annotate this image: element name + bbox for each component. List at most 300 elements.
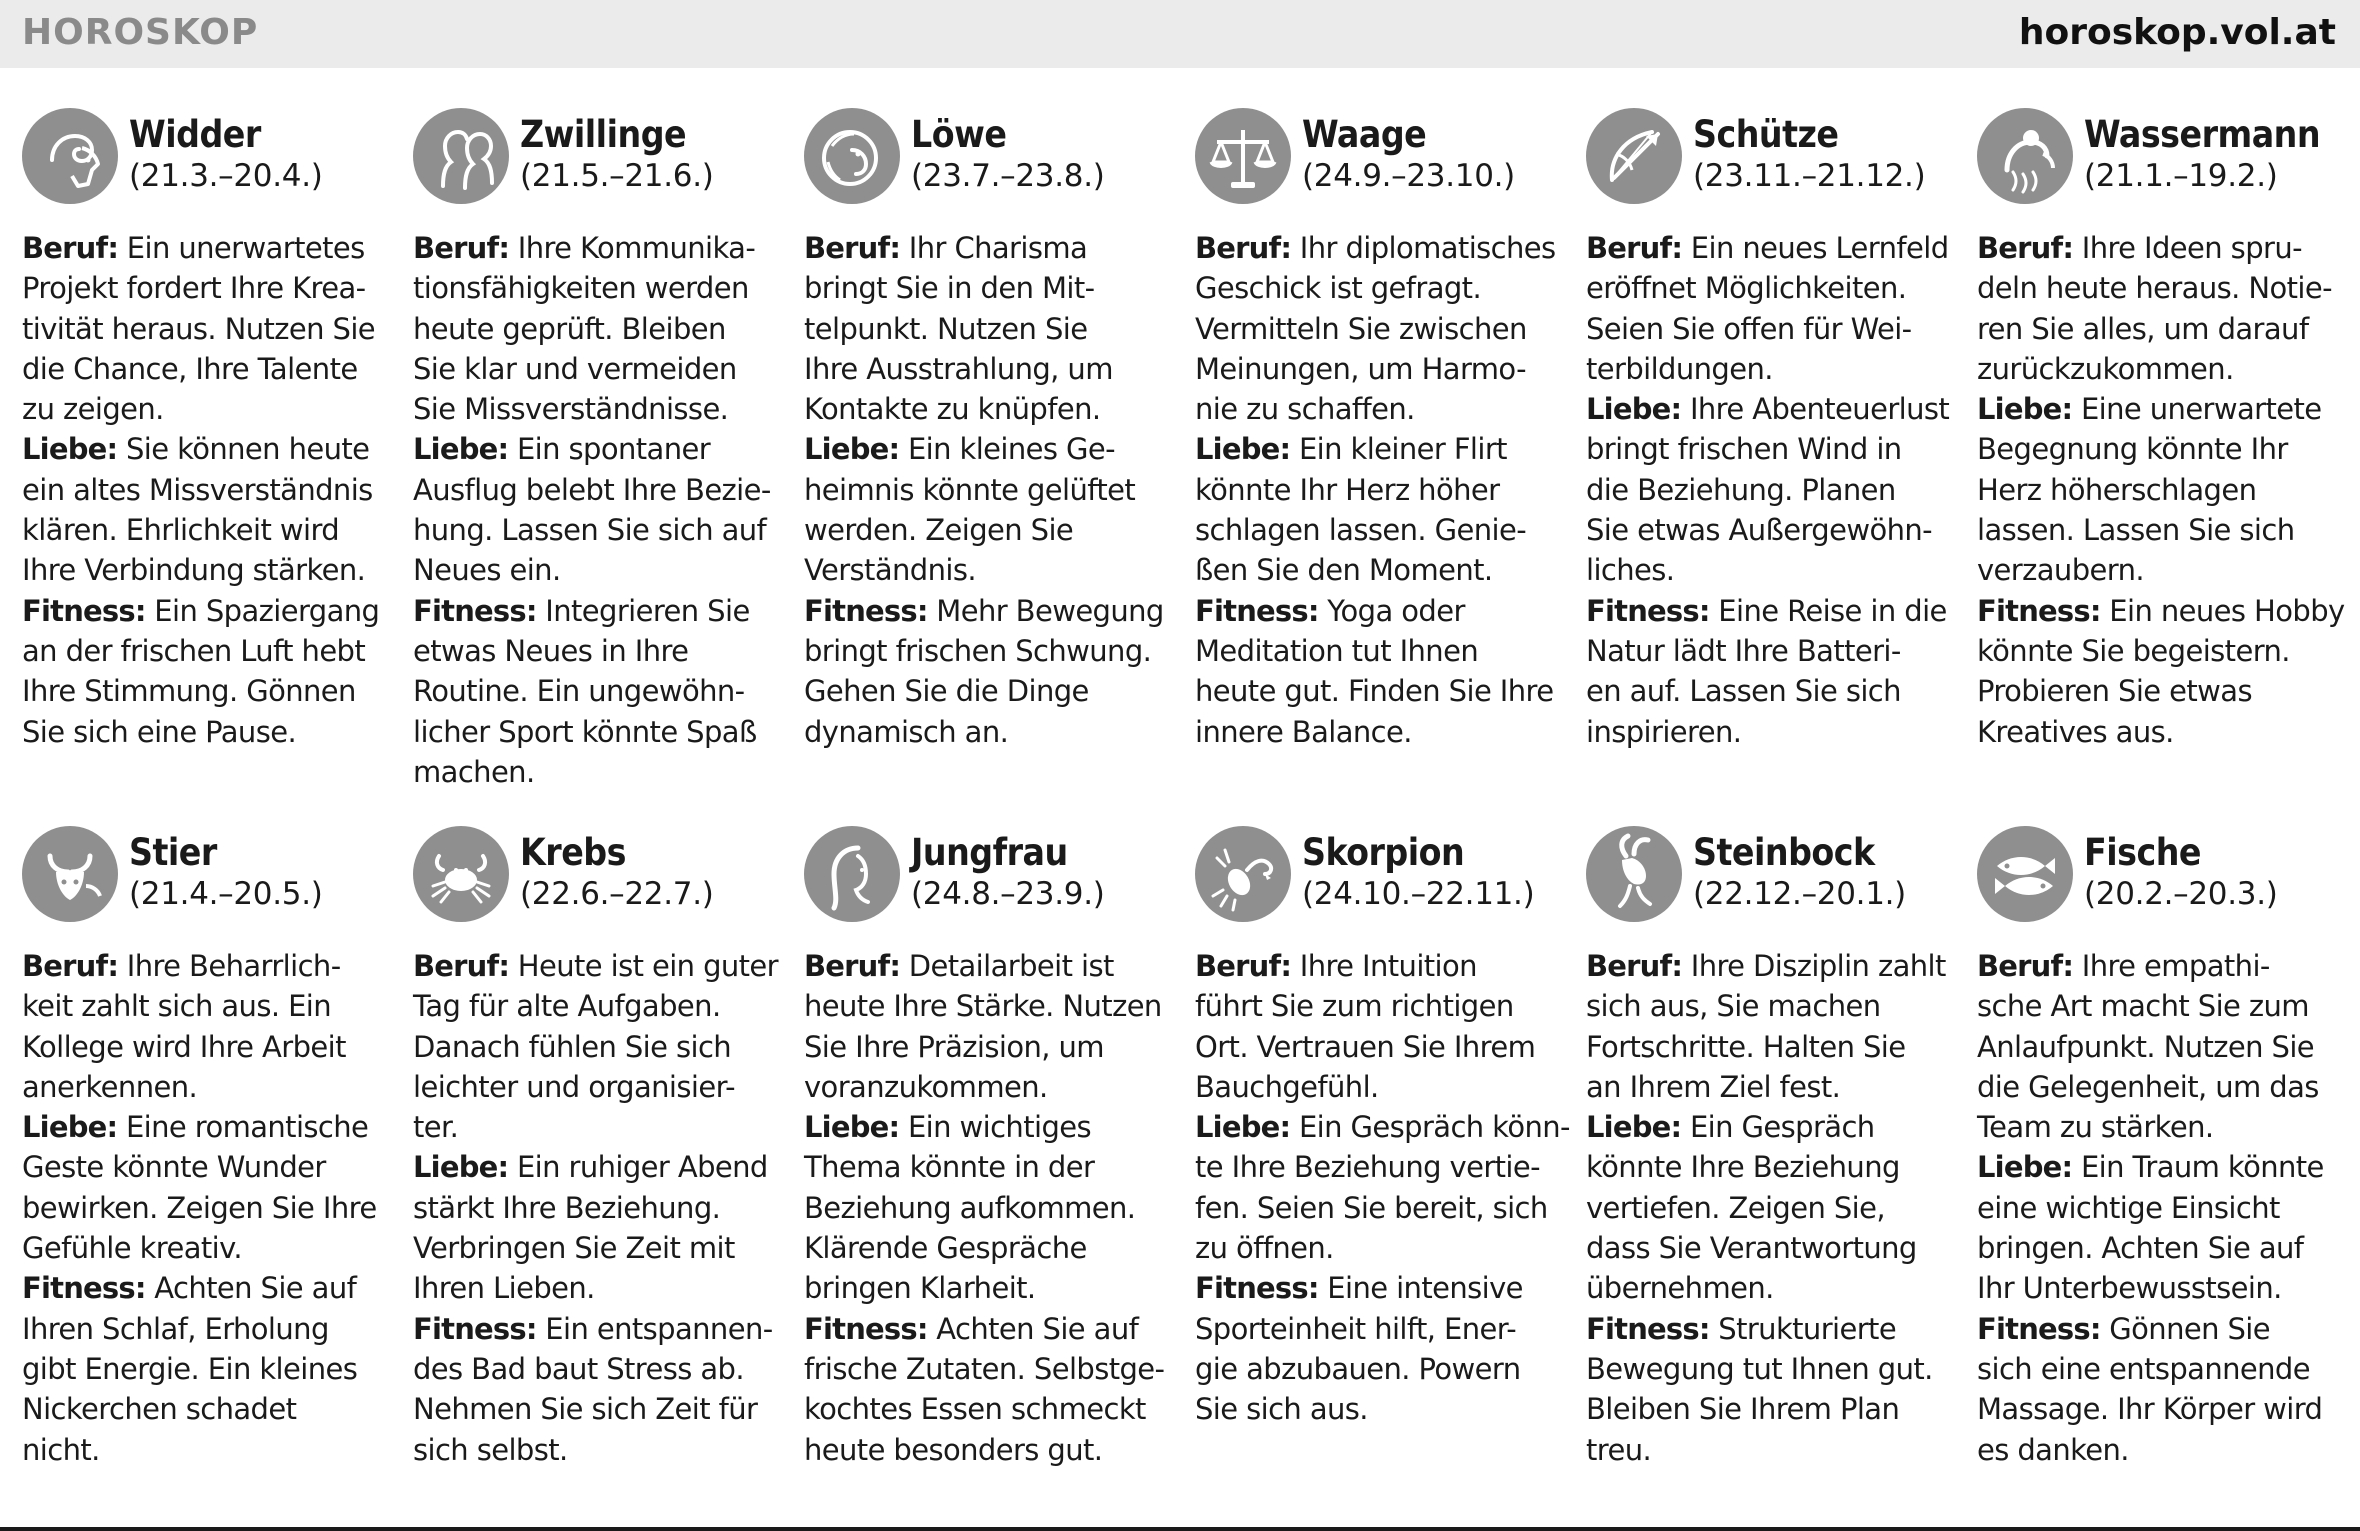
fitness-text: Ein entspannen- (545, 1311, 773, 1346)
fitness-line (22, 712, 400, 752)
beruf-line (1195, 389, 1573, 429)
sign-titles (129, 114, 323, 196)
fitness-text: nicht. (22, 1432, 100, 1467)
sign-header (22, 826, 400, 932)
fitness-label: Fitness: (804, 1311, 928, 1346)
liebe-text: Gefühle kreativ. (22, 1231, 243, 1266)
sign-body (1586, 946, 1964, 1470)
liebe-line (804, 429, 1182, 469)
beruf-text: an Ihrem Ziel fest. (1586, 1069, 1841, 1104)
fitness-text: Gehen Sie die Dinge (804, 674, 1089, 709)
sign-titles (911, 114, 1105, 196)
fitness-text: es danken. (1977, 1432, 2129, 1467)
fitness-text: Gönnen Sie (2109, 1311, 2271, 1346)
beruf-text: Vermitteln Sie zwischen (1195, 311, 1527, 346)
sign-dates: (24.9.–23.10.) (1302, 158, 1515, 194)
beruf-text: Team zu stärken. (1977, 1110, 2214, 1145)
fitness-line (1586, 1430, 1964, 1470)
liebe-line (804, 510, 1182, 550)
sign-header (1977, 826, 2355, 932)
liebe-line (1977, 550, 2355, 590)
beruf-text: Sie klar und vermeiden (413, 351, 737, 386)
beruf-label: Beruf: (1977, 231, 2074, 265)
beruf-line (804, 389, 1182, 429)
liebe-label: Liebe: (22, 432, 118, 467)
liebe-line (1586, 429, 1964, 469)
sign-card (1195, 826, 1573, 1526)
beruf-line (1586, 946, 1964, 986)
fitness-text: frische Zutaten. Selbstge- (804, 1351, 1165, 1386)
beruf-text: Kontakte zu knüpfen. (804, 392, 1101, 427)
fitness-line (804, 591, 1182, 631)
scorpion-icon (1195, 826, 1291, 922)
sign-dates: (24.8.–23.9.) (911, 876, 1105, 912)
liebe-line (804, 1188, 1182, 1228)
fitness-text: etwas Neues in Ihre (413, 633, 689, 668)
beruf-text: Ein neues Lernfeld (1690, 231, 1949, 265)
liebe-text: zu öffnen. (1195, 1231, 1334, 1266)
beruf-label: Beruf: (1195, 949, 1292, 983)
beruf-label: Beruf: (1586, 949, 1683, 983)
beruf-line (1977, 1067, 2355, 1107)
beruf-text: die Chance, Ihre Talente (22, 351, 358, 386)
fitness-label: Fitness: (804, 593, 928, 628)
fitness-line (413, 712, 791, 752)
liebe-line (1977, 389, 2355, 429)
beruf-line (22, 268, 400, 308)
liebe-line (1195, 429, 1573, 469)
liebe-line (22, 1188, 400, 1228)
fitness-line (22, 1389, 400, 1429)
fitness-line (413, 1309, 791, 1349)
liebe-text: werden. Zeigen Sie (804, 513, 1074, 548)
sign-body (1195, 946, 1573, 1430)
site-url[interactable]: horoskop.vol.at (2018, 12, 2336, 53)
fitness-line (413, 752, 791, 792)
fitness-line (1586, 712, 1964, 752)
fitness-text: gibt Energie. Ein kleines (22, 1351, 358, 1386)
liebe-text: Ein spontaner (516, 432, 711, 467)
liebe-text: eine wichtige Einsicht (1977, 1190, 2280, 1225)
beruf-line (1977, 268, 2355, 308)
liebe-text: schlagen lassen. Genie- (1195, 513, 1527, 548)
liebe-line (1195, 1188, 1573, 1228)
beruf-text: bringt Sie in den Mit- (804, 271, 1095, 306)
beruf-text: zu zeigen. (22, 392, 164, 427)
fitness-text: gie abzubauen. Powern (1195, 1351, 1521, 1386)
liebe-line (804, 470, 1182, 510)
beruf-text: Meinungen, um Harmo- (1195, 351, 1526, 386)
beruf-line (22, 349, 400, 389)
beruf-text: Ihre Ideen spru- (2081, 231, 2302, 265)
liebe-line (1586, 1147, 1964, 1187)
beruf-line (804, 986, 1182, 1026)
fitness-line (1977, 631, 2355, 671)
page-title: HOROSKOP (22, 12, 259, 53)
sign-name: Schütze (1693, 113, 1839, 156)
liebe-line (1195, 470, 1573, 510)
sign-card (1977, 826, 2355, 1526)
sign-body (1977, 228, 2355, 752)
sign-dates: (22.12.–20.1.) (1693, 876, 1906, 912)
beruf-text: ren Sie alles, um darauf (1977, 311, 2309, 346)
fitness-line (804, 671, 1182, 711)
water-bearer-icon (1977, 108, 2073, 204)
sign-card (413, 826, 791, 1526)
sign-dates: (21.3.–20.4.) (129, 158, 323, 194)
sign-card (1586, 826, 1964, 1526)
liebe-label: Liebe: (1195, 1110, 1291, 1145)
sign-dates: (24.10.–22.11.) (1302, 876, 1535, 912)
beruf-line (804, 1067, 1182, 1107)
beruf-line (1977, 309, 2355, 349)
liebe-line (413, 470, 791, 510)
fitness-line (1586, 671, 1964, 711)
beruf-line (413, 309, 791, 349)
beruf-line (413, 228, 791, 268)
beruf-text: Tag für alte Aufgaben. (413, 989, 721, 1024)
fitness-text: Sie sich eine Pause. (22, 714, 297, 749)
liebe-text: Ein Gespräch (1689, 1110, 1875, 1145)
beruf-text: Fortschritte. Halten Sie (1586, 1029, 1906, 1064)
beruf-line (804, 228, 1182, 268)
liebe-line (1586, 1188, 1964, 1228)
fitness-text: Meditation tut Ihnen (1195, 633, 1479, 668)
fitness-line (1977, 1309, 2355, 1349)
sign-titles (911, 832, 1105, 914)
fitness-text: Strukturierte (1718, 1311, 1897, 1346)
fitness-text: Probieren Sie etwas (1977, 674, 2252, 709)
sign-name: Löwe (911, 113, 1007, 156)
beruf-label: Beruf: (804, 231, 901, 265)
sign-header (413, 108, 791, 214)
liebe-line (22, 550, 400, 590)
fitness-line (413, 1389, 791, 1429)
liebe-text: Verbringen Sie Zeit mit (413, 1231, 735, 1266)
fitness-line (1586, 1389, 1964, 1429)
beruf-line (1977, 946, 2355, 986)
liebe-text: Ihr Unterbewusstsein. (1977, 1271, 2282, 1306)
fitness-text: bringt frischen Schwung. (804, 633, 1152, 668)
liebe-line (1977, 429, 2355, 469)
beruf-text: telpunkt. Nutzen Sie (804, 311, 1088, 346)
fitness-text: Kreatives aus. (1977, 714, 2174, 749)
beruf-text: sche Art macht Sie zum (1977, 989, 2309, 1024)
sign-card (1977, 108, 2355, 826)
sign-name: Waage (1302, 113, 1427, 156)
liebe-text: Eine unerwartete (2080, 392, 2322, 427)
fitness-text: inspirieren. (1586, 714, 1742, 749)
liebe-line (1586, 1268, 1964, 1308)
liebe-line (1195, 1107, 1573, 1147)
liebe-line (413, 510, 791, 550)
liebe-label: Liebe: (1977, 1150, 2073, 1185)
fitness-line (1195, 1309, 1573, 1349)
fitness-line (413, 631, 791, 671)
liebe-line (804, 1147, 1182, 1187)
liebe-text: Herz höherschlagen (1977, 472, 2257, 507)
bottom-divider (0, 1527, 2360, 1531)
liebe-line (1977, 470, 2355, 510)
fitness-line (413, 1430, 791, 1470)
beruf-label: Beruf: (1195, 231, 1292, 265)
beruf-line (1195, 946, 1573, 986)
crab-icon (413, 826, 509, 922)
sign-header (804, 108, 1182, 214)
fitness-line (22, 1309, 400, 1349)
fitness-text: des Bad baut Stress ab. (413, 1351, 744, 1386)
twins-icon (413, 108, 509, 204)
beruf-line (22, 228, 400, 268)
beruf-line (413, 389, 791, 429)
liebe-text: könnte Ihr Herz höher (1195, 472, 1500, 507)
sign-titles (1693, 114, 1925, 196)
fitness-line (1977, 1389, 2355, 1429)
beruf-line (804, 309, 1182, 349)
sign-name: Fische (2084, 831, 2201, 874)
beruf-text: Geschick ist gefragt. (1195, 271, 1482, 306)
beruf-label: Beruf: (413, 231, 510, 265)
liebe-line (1977, 1147, 2355, 1187)
liebe-text: Ihre Verbindung stärken. (22, 553, 366, 588)
liebe-text: Sie können heute (125, 432, 370, 467)
liebe-text: bringt frischen Wind in (1586, 432, 1902, 467)
sign-header (1195, 108, 1573, 214)
liebe-text: Ihren Lieben. (413, 1271, 595, 1306)
sign-titles (1302, 114, 1515, 196)
beruf-text: Ihre Disziplin zahlt (1690, 949, 1946, 983)
fitness-text: Bewegung tut Ihnen gut. (1586, 1351, 1933, 1386)
beruf-text: Ihre Intuition (1299, 949, 1477, 983)
liebe-line (1195, 550, 1573, 590)
fitness-label: Fitness: (413, 1311, 537, 1346)
sign-body (413, 228, 791, 792)
fitness-line (1977, 591, 2355, 631)
liebe-text: Sie etwas Außergewöhn- (1586, 513, 1933, 548)
liebe-text: Geste könnte Wunder (22, 1150, 326, 1185)
sign-card (22, 826, 400, 1526)
fitness-label: Fitness: (413, 593, 537, 628)
horoscope-grid (22, 108, 2345, 1526)
beruf-line (413, 986, 791, 1026)
beruf-text: Projekt fordert Ihre Krea- (22, 271, 366, 306)
beruf-text: heute Ihre Stärke. Nutzen (804, 989, 1162, 1024)
liebe-text: Ein kleiner Flirt (1298, 432, 1507, 467)
beruf-text: Ort. Vertrauen Sie Ihrem (1195, 1029, 1536, 1064)
fitness-text: Eine Reise in die (1718, 593, 1947, 628)
fitness-text: Eine intensive (1327, 1271, 1523, 1306)
fitness-text: Achten Sie auf (154, 1271, 357, 1306)
fitness-text: könnte Sie begeistern. (1977, 633, 2290, 668)
scales-icon (1195, 108, 1291, 204)
beruf-text: anerkennen. (22, 1069, 198, 1104)
liebe-line (1977, 1188, 2355, 1228)
beruf-text: Ihre Beharrlich- (126, 949, 341, 983)
liebe-text: liches. (1586, 553, 1675, 588)
fitness-line (804, 1349, 1182, 1389)
beruf-text: Seien Sie offen für Wei- (1586, 311, 1912, 346)
sign-header (804, 826, 1182, 932)
liebe-text: Ihre Abenteuerlust (1689, 392, 1950, 427)
liebe-line (1977, 1268, 2355, 1308)
beruf-text: leichter und organisier- (413, 1069, 735, 1104)
liebe-line (22, 1228, 400, 1268)
fitness-text: kochtes Essen schmeckt (804, 1392, 1146, 1427)
beruf-line (22, 389, 400, 429)
fitness-line (22, 1268, 400, 1308)
sign-card (804, 826, 1182, 1526)
beruf-line (413, 268, 791, 308)
sign-dates: (20.2.–20.3.) (2084, 876, 2278, 912)
beruf-label: Beruf: (804, 949, 901, 983)
beruf-line (804, 349, 1182, 389)
fitness-line (1977, 1430, 2355, 1470)
beruf-line (22, 986, 400, 1026)
liebe-line (22, 510, 400, 550)
beruf-text: tivität heraus. Nutzen Sie (22, 311, 376, 346)
fitness-line (1195, 671, 1573, 711)
liebe-text: Ausflug belebt Ihre Bezie- (413, 472, 771, 507)
liebe-text: te Ihre Beziehung vertie- (1195, 1150, 1540, 1185)
beruf-text: Sie Ihre Präzision, um (804, 1029, 1104, 1064)
fitness-text: dynamisch an. (804, 714, 1009, 749)
sign-name: Stier (129, 831, 217, 874)
liebe-line (413, 550, 791, 590)
fitness-text: licher Sport könnte Spaß (413, 714, 757, 749)
beruf-text: Detailarbeit ist (908, 949, 1114, 983)
liebe-text: lassen. Lassen Sie sich (1977, 513, 2295, 548)
liebe-label: Liebe: (1586, 1110, 1682, 1145)
beruf-line (413, 1067, 791, 1107)
fitness-text: Mehr Bewegung (936, 593, 1164, 628)
beruf-text: Bauchgefühl. (1195, 1069, 1379, 1104)
liebe-label: Liebe: (804, 1110, 900, 1145)
fitness-line (1195, 712, 1573, 752)
beruf-text: voranzukommen. (804, 1069, 1048, 1104)
liebe-text: Eine romantische (125, 1110, 369, 1145)
beruf-text: Ihre Kommunika- (517, 231, 756, 265)
fitness-text: heute gut. Finden Sie Ihre (1195, 674, 1554, 709)
liebe-line (1586, 550, 1964, 590)
sign-titles (2084, 832, 2278, 914)
beruf-text: keit zahlt sich aus. Ein (22, 989, 332, 1024)
liebe-line (413, 1147, 791, 1187)
sign-body (804, 228, 1182, 752)
sign-dates: (21.4.–20.5.) (129, 876, 323, 912)
liebe-label: Liebe: (1586, 392, 1682, 427)
liebe-line (804, 1268, 1182, 1308)
liebe-text: klären. Ehrlichkeit wird (22, 513, 340, 548)
fitness-text: Integrieren Sie (545, 593, 750, 628)
liebe-label: Liebe: (1195, 432, 1291, 467)
fitness-label: Fitness: (1977, 593, 2101, 628)
liebe-line (1586, 510, 1964, 550)
fitness-text: Sie sich aus. (1195, 1392, 1368, 1427)
fitness-text: an der frischen Luft hebt (22, 633, 366, 668)
beruf-line (804, 1027, 1182, 1067)
fitness-text: Nehmen Sie sich Zeit für (413, 1392, 758, 1427)
sign-card (804, 108, 1182, 826)
beruf-text: nie zu schaffen. (1195, 392, 1415, 427)
liebe-line (413, 1188, 791, 1228)
lion-icon (804, 108, 900, 204)
liebe-text: bewirken. Zeigen Sie Ihre (22, 1190, 377, 1225)
beruf-line (1977, 349, 2355, 389)
liebe-line (1195, 1228, 1573, 1268)
fitness-line (1195, 591, 1573, 631)
beruf-text: führt Sie zum richtigen (1195, 989, 1514, 1024)
liebe-label: Liebe: (1977, 392, 2073, 427)
ram-icon (22, 108, 118, 204)
beruf-line (1977, 986, 2355, 1026)
fitness-line (1586, 591, 1964, 631)
fitness-line (1195, 1349, 1573, 1389)
beruf-label: Beruf: (22, 231, 119, 265)
fitness-line (1586, 1309, 1964, 1349)
fitness-line (1977, 1349, 2355, 1389)
beruf-label: Beruf: (22, 949, 119, 983)
beruf-line (1586, 228, 1964, 268)
fitness-text: Sporteinheit hilft, Ener- (1195, 1311, 1517, 1346)
beruf-line (804, 268, 1182, 308)
liebe-text: Thema könnte in der (804, 1150, 1095, 1185)
beruf-line (1977, 228, 2355, 268)
fitness-line (413, 671, 791, 711)
fitness-text: en auf. Lassen Sie sich (1586, 674, 1901, 709)
fitness-line (22, 631, 400, 671)
liebe-line (22, 1107, 400, 1147)
liebe-text: ßen Sie den Moment. (1195, 553, 1493, 588)
liebe-text: bringen Klarheit. (804, 1271, 1036, 1306)
beruf-line (413, 946, 791, 986)
ibex-icon (1586, 826, 1682, 922)
liebe-line (1977, 510, 2355, 550)
sign-card (1195, 108, 1573, 826)
fitness-line (1586, 1349, 1964, 1389)
liebe-line (22, 429, 400, 469)
fitness-label: Fitness: (22, 593, 146, 628)
fitness-label: Fitness: (22, 1271, 146, 1306)
liebe-text: heimnis könnte gelüftet (804, 472, 1136, 507)
beruf-line (1586, 309, 1964, 349)
liebe-text: stärkt Ihre Beziehung. (413, 1190, 721, 1225)
fitness-line (804, 1309, 1182, 1349)
fitness-text: Massage. Ihr Körper wird (1977, 1392, 2323, 1427)
fitness-line (22, 1430, 400, 1470)
fitness-line (1586, 631, 1964, 671)
fitness-label: Fitness: (1195, 593, 1319, 628)
fitness-line (804, 631, 1182, 671)
beruf-text: zurückzukommen. (1977, 351, 2234, 386)
beruf-line (804, 946, 1182, 986)
fitness-line (1195, 631, 1573, 671)
beruf-line (22, 1027, 400, 1067)
sign-header (1586, 826, 1964, 932)
beruf-text: Danach fühlen Sie sich (413, 1029, 732, 1064)
fitness-text: Nickerchen schadet (22, 1392, 297, 1427)
sign-titles (520, 114, 714, 196)
sign-header (1195, 826, 1573, 932)
beruf-text: Sie Missverständnisse. (413, 392, 729, 427)
fitness-line (22, 1349, 400, 1389)
sign-body (22, 946, 400, 1470)
beruf-text: deln heute heraus. Notie- (1977, 271, 2332, 306)
fitness-line (22, 671, 400, 711)
beruf-line (1977, 1027, 2355, 1067)
beruf-line (1586, 268, 1964, 308)
liebe-label: Liebe: (22, 1110, 118, 1145)
liebe-text: ein altes Missverständnis (22, 472, 373, 507)
